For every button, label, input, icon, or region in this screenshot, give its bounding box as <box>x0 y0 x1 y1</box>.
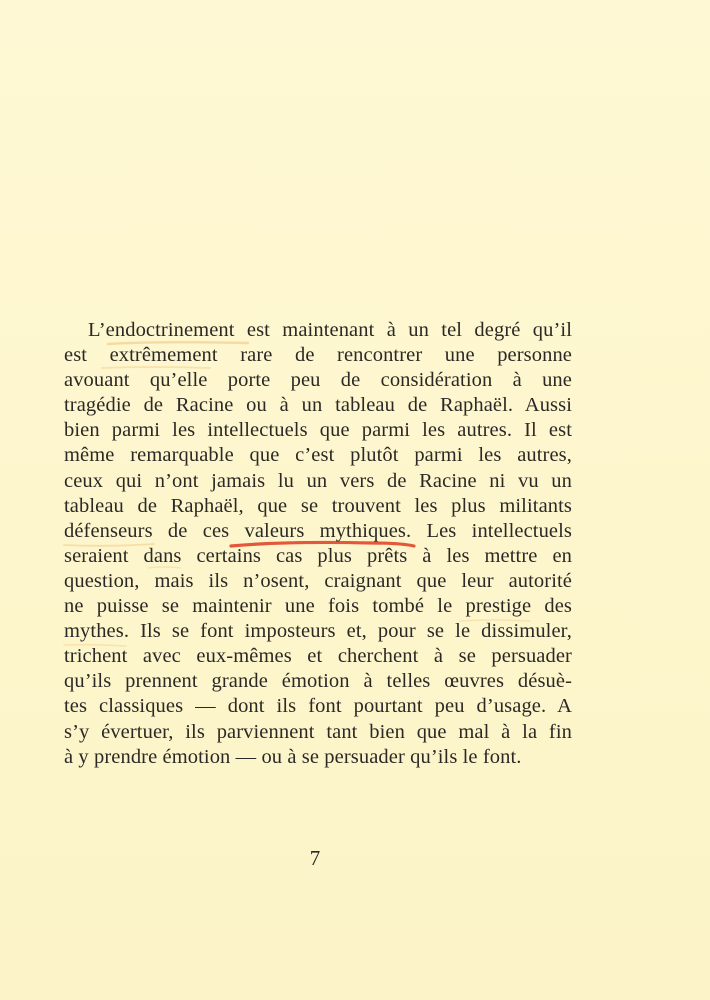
text-line: tragédie de Racine ou à un tableau de Raphaël. Aussi <box>64 394 572 417</box>
text-line: même remarquable que c’est plutôt parmi les autres, <box>64 444 572 467</box>
text-line: avouant qu’elle porte peu de considération à une <box>64 369 572 392</box>
text-line: s’y évertuer, ils parviennent tant bien que mal à la fin <box>64 720 572 743</box>
text-line: seraient dans certains cas plus prêts à les mettre en <box>64 544 572 567</box>
text-line: trichent avec eux-mêmes et cherchent à se persuader <box>64 645 572 668</box>
body-paragraph <box>64 318 572 770</box>
text-line: tableau de Raphaël, que se trouvent les plus militants <box>64 494 572 517</box>
text-line: mythes. Ils se font imposteurs et, pour se le dissimuler, <box>64 620 572 643</box>
text-line: défenseurs de ces valeurs mythiques. Les intellectuels <box>64 519 572 542</box>
text-line: tes classiques — dont ils font pourtant peu d’usage. A <box>64 695 572 718</box>
text-line: question, mais ils n’osent, craignant que leur autorité <box>64 569 572 592</box>
text-line: ne puisse se maintenir une fois tombé le prestige des <box>64 595 572 618</box>
text-line: à y prendre émotion — ou à se persuader qu’ils le font. <box>64 745 522 768</box>
page-number: 7 <box>309 846 321 870</box>
text-line: qu’ils prennent grande émotion à telles œuvres désuè- <box>64 670 572 693</box>
text-line: bien parmi les intellectuels que parmi les autres. Il est <box>64 419 572 442</box>
text-line: ceux qui n’ont jamais lu un vers de Racine ni vu un <box>64 469 572 492</box>
text-line: est extrêmement rare de rencontrer une personne <box>64 344 572 367</box>
text-line: L’endoctrinement est maintenant à un tel degré qu’il <box>88 319 572 341</box>
